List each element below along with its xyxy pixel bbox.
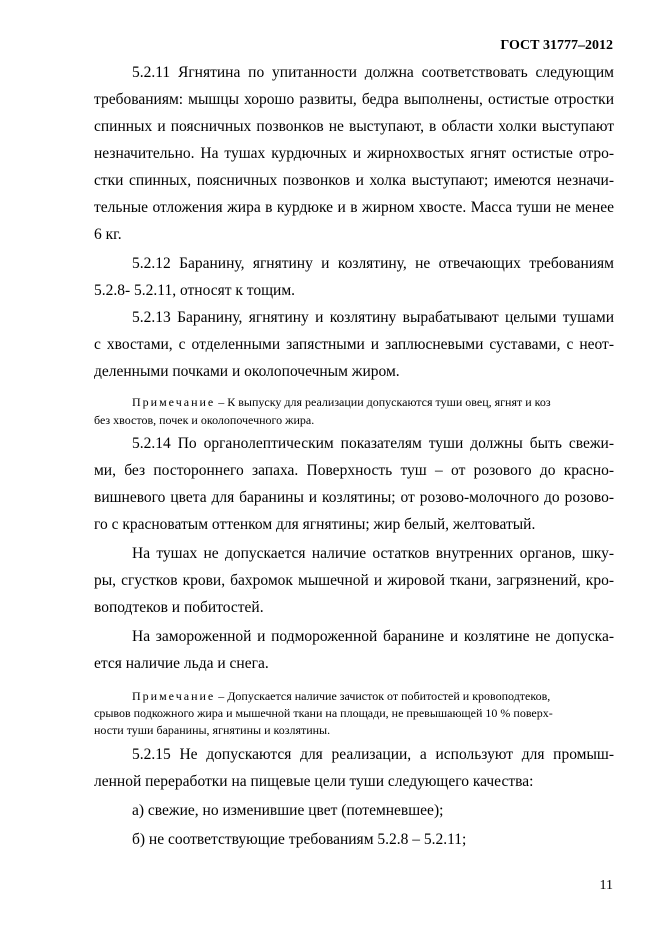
paragraph-5-2-11-line: незначительно. На тушах курдючных и жирнохвостых ягнят остистые отро- <box>94 145 614 162</box>
paragraph-5-2-14-line: 5.2.14 По органолептическим показателям туши должны быть свежи- <box>132 435 614 452</box>
paragraph-5-2-12-line: 5.2.12 Баранину, ягнятину и козлятину, не отвечающих требованиям <box>132 255 614 272</box>
paragraph-5-2-11-line: 5.2.11 Ягнятина по упитанности должна соответствовать следующим <box>132 64 614 81</box>
paragraph-5-2-13-line: 5.2.13 Баранину, ягнятину и козлятину вырабатывают целыми тушами <box>132 309 614 326</box>
paragraph-5-2-11-line: требованиям: мышцы хорошо развиты, бедра выполнены, остистые отростки <box>94 91 614 108</box>
note-1-line: без хвостов, почек и околопочечного жира. <box>94 413 315 427</box>
paragraph-remains-line: ры, сгустков крови, бахромок мышечной и жировой ткани, загрязнений, кро- <box>94 572 614 589</box>
paragraph-frozen-line: ется наличие льда и снега. <box>94 655 269 672</box>
note-2-line: ности туши баранины, ягнятины и козлятины. <box>94 723 331 737</box>
note-label: Примечание <box>132 395 216 409</box>
paragraph-5-2-11-line: стки спинных, поясничных позвонков и холка выступают; имеются незначи- <box>94 172 614 189</box>
paragraph-5-2-15-line: ленной переработки на пищевые цели туши следующего качества: <box>94 773 534 790</box>
paragraph-remains-line: воподтеков и побитостей. <box>94 599 264 616</box>
note-2-line: Примечание – Допускается наличие зачисток от побитостей и кровоподтеков, <box>132 689 551 703</box>
note-2-line: срывов подкожного жира и мышечной ткани на площади, не превышающей 10 % поверх- <box>94 706 553 720</box>
note-1-line: Примечание – К выпуску для реализации допускаются туши овец, ягнят и коз <box>132 395 551 409</box>
paragraph-5-2-14-line: го с красноватым оттенком для ягнятины; жир белый, желтоватый. <box>94 516 536 533</box>
paragraph-5-2-12-line: 5.2.8- 5.2.11, относят к тощим. <box>94 282 296 299</box>
paragraph-5-2-11-line: 6 кг. <box>94 226 122 243</box>
paragraph-remains-line: На тушах не допускается наличие остатков внутренних органов, шку- <box>132 545 614 562</box>
list-item-b: б) не соответствующие требованиям 5.2.8 – 5.2.11; <box>132 831 467 848</box>
document-header: ГОСТ 31777–2012 <box>500 38 613 53</box>
list-item-a: а) свежие, но изменившие цвет (потемневшее); <box>132 802 444 819</box>
note-label: Примечание <box>132 689 216 703</box>
paragraph-5-2-11-line: тельные отложения жира в курдюке и в жирном хвосте. Масса туши не менее <box>94 199 614 216</box>
paragraph-5-2-11-line: спинных и поясничных позвонков не выступают, в области холки выступают <box>94 118 614 135</box>
paragraph-5-2-14-line: ми, без постороннего запаха. Поверхность туш – от розового до красно- <box>94 462 614 479</box>
paragraph-frozen-line: На замороженной и подмороженной баранине и козлятине не допуска- <box>132 628 614 645</box>
paragraph-5-2-13-line: деленными почками и околопочечным жиром. <box>94 363 400 380</box>
page-number: 11 <box>599 878 613 893</box>
paragraph-5-2-15-line: 5.2.15 Не допускаются для реализации, а используют для промыш- <box>132 746 614 763</box>
paragraph-5-2-14-line: вишневого цвета для баранины и козлятины; от розово-молочного до розово- <box>94 489 614 506</box>
paragraph-5-2-13-line: с хвостами, с отделенными запястными и заплюсневыми суставами, с неот- <box>94 336 614 353</box>
